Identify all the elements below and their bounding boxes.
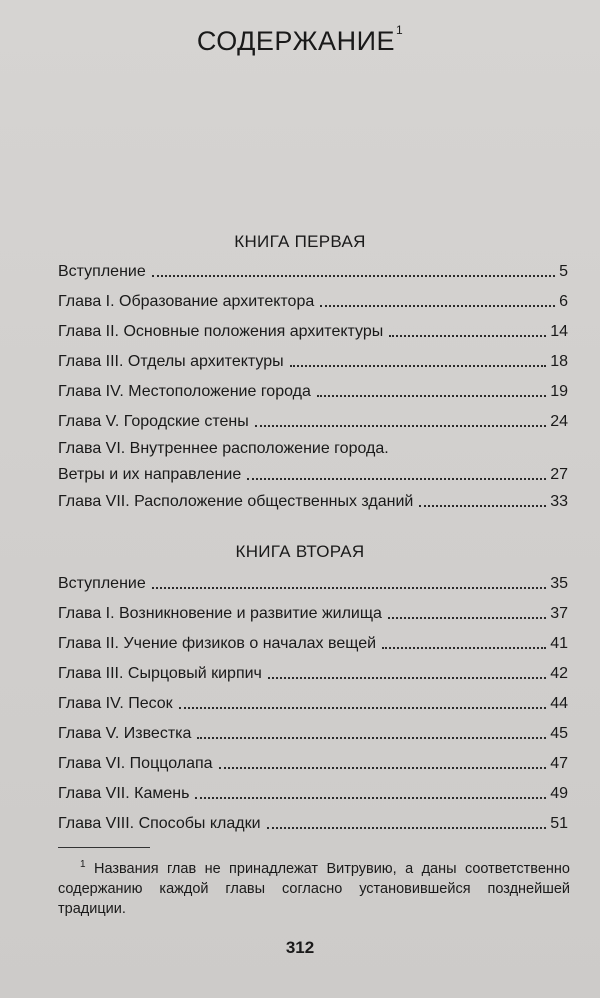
toc-entry-label: Глава I. Образование архитектора [58,293,315,310]
toc-entry-label: Глава V. Городские стены [58,413,249,430]
leader-dots [255,424,547,427]
toc-entry-label: Глава III. Сырцовый кирпич [58,665,262,682]
leader-dots [268,676,546,679]
toc-entry-label: Глава IV. Местоположение города [58,383,311,400]
leader-dots [197,736,546,739]
toc-entry[interactable] [58,284,568,312]
toc-entry-label: Глава V. Известка [58,725,192,742]
toc-entry[interactable] [58,596,568,624]
toc-entry-page: 49 [550,785,568,802]
toc-entry-page: 18 [550,353,568,370]
toc-entry-page: 5 [559,263,568,280]
toc-entry[interactable] [58,344,568,372]
toc-entry[interactable] [58,776,568,804]
leader-dots [195,796,546,799]
toc-entry-page: 6 [559,293,568,310]
leader-dots [317,394,546,397]
toc-entry-page: 51 [550,815,568,832]
toc-entry[interactable] [58,746,568,774]
leader-dots [388,616,546,619]
toc-entry[interactable] [58,314,568,342]
leader-dots [419,504,546,507]
page-title [0,23,600,57]
title-text: СОДЕРЖАНИЕ [196,26,395,56]
toc-entry-label-line1: Глава VI. Внутреннее расположение города. [58,440,389,457]
toc-entry-page: 42 [550,665,568,682]
toc-entry-page: 37 [550,605,568,622]
page-number: 312 [285,938,315,957]
toc-entry-label: Глава IV. Песок [58,695,173,712]
leader-dots [382,646,546,649]
toc-entry[interactable] [58,716,568,744]
toc-entry[interactable] [58,686,568,714]
toc-entry[interactable] [58,404,568,432]
toc-entry-page: 14 [550,323,568,340]
leader-dots [389,334,546,337]
toc-entry[interactable] [58,806,568,834]
leader-dots [179,706,547,709]
toc-entry-page: 45 [550,725,568,742]
leader-dots [247,477,546,480]
leader-dots [152,274,555,277]
toc-entry-page: 19 [550,383,568,400]
title-footnote-mark: 1 [395,23,404,37]
toc-entry-label: Глава I. Возникновение и развитие жилища [58,605,382,622]
toc-entry-label: Вступление [58,575,146,592]
leader-dots [219,766,547,769]
toc-entry[interactable] [58,484,568,512]
toc-entry-label: Глава VI. Поццолапа [58,755,213,772]
toc-entry[interactable] [58,457,568,485]
toc-entry[interactable] [58,566,568,594]
footnote-text: Названия глав не принадлежат Витрувию, а даны соответственно содержанию каждой главы согласно установившейся позднейшей традиции. [58,860,570,917]
leader-dots [290,364,547,367]
toc-entry-page: 33 [550,493,568,510]
toc-entry-label: Ветры и их направление [58,466,242,483]
footnote [58,855,570,919]
book2-heading: КНИГА ВТОРАЯ [235,542,365,561]
toc-entry-label: Вступление [58,263,146,280]
toc-entry[interactable] [58,374,568,402]
leader-dots [267,826,547,829]
book1-heading: КНИГА ПЕРВАЯ [234,232,366,251]
leader-dots [320,304,555,307]
toc-entry-page: 44 [550,695,568,712]
toc-entry[interactable] [58,656,568,684]
footnote-mark: 1 [80,859,86,870]
toc-entry-label: Глава II. Основные положения архитектуры [58,323,384,340]
toc-entry-page: 47 [550,755,568,772]
toc-entry-label: Глава VIII. Способы кладки [58,815,261,832]
footnote-rule [58,847,150,848]
leader-dots [152,586,546,589]
toc-entry-page: 35 [550,575,568,592]
toc-entry-label: Глава VII. Расположение общественных зданий [58,493,414,510]
toc-entry-label: Глава II. Учение физиков о началах вещей [58,635,377,652]
toc-entry[interactable] [58,626,568,654]
toc-entry-page: 41 [550,635,568,652]
toc-entry-page: 24 [550,413,568,430]
toc-entry-label: Глава VII. Камень [58,785,190,802]
toc-entry-page: 27 [550,466,568,483]
toc-entry[interactable] [58,254,568,282]
toc-entry-label: Глава III. Отделы архитектуры [58,353,284,370]
